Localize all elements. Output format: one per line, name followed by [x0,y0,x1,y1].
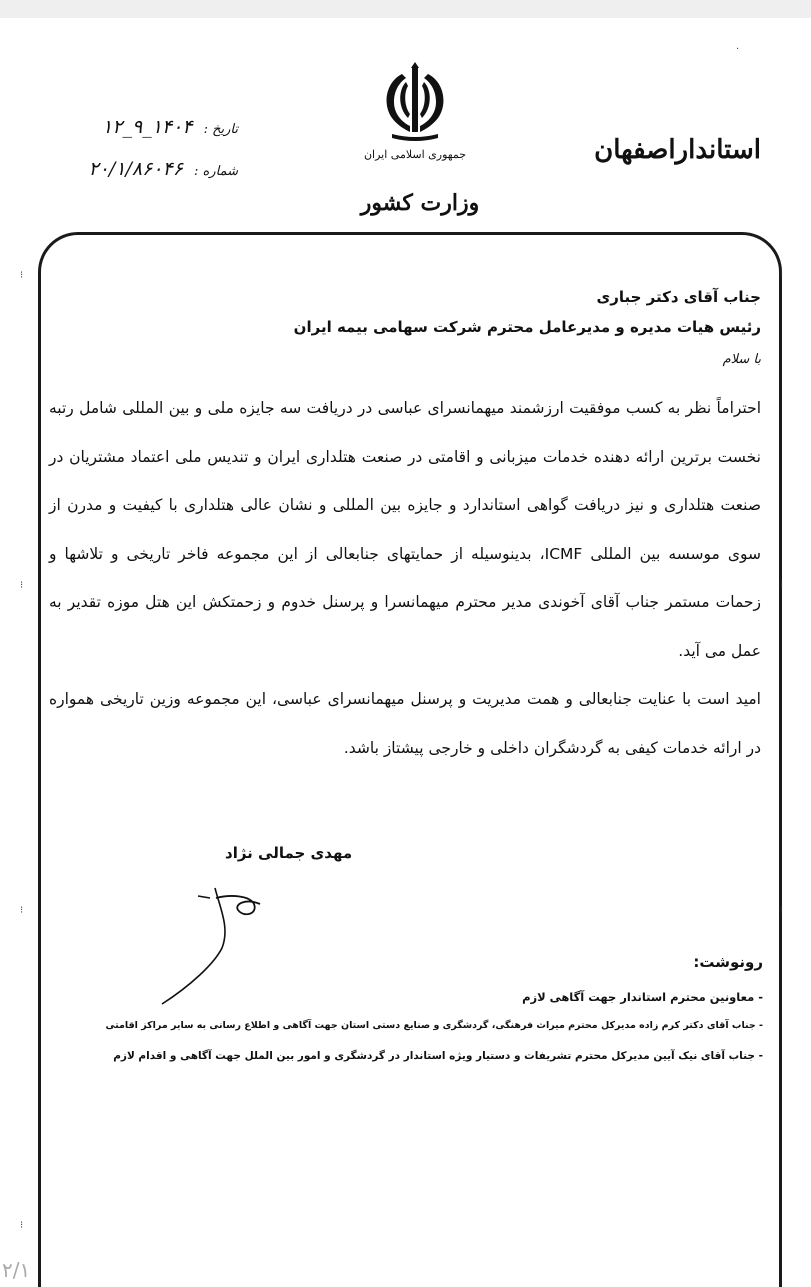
hole-punch-mark: ⁝ [20,580,24,591]
paragraph-2: امید است با عنایت جنابعالی و همت مدیریت و پرسنل میهمانسرای عباسی، این مجموعه وزین تاریخی همواره در ارائه خدمات کیفی به گردشگران داخلی و خارجی پیشتاز باشد. [49,690,761,757]
hole-punch-mark: ⁝ [20,1220,24,1231]
number-label: شماره : [194,164,238,179]
signature-mark [150,868,290,1008]
hole-punch-mark: ⁝ [780,270,784,281]
cc-item: - معاونین محترم استاندار جهت آگاهی لازم [522,990,763,1004]
date-value: ۱۴۰۴_۹_۱۲ [102,116,193,138]
signer-name: مهدی جمالی نژاد [225,844,353,862]
ministry-label: وزارت کشور [360,190,480,216]
salutation: با سلام [722,352,761,367]
letter-body [49,384,761,772]
hole-punch-mark: ⁝ [780,580,784,591]
cc-item: - جناب آقای دکتر کرم زاده مدیرکل محترم میراث فرهنگی، گردشگری و صنایع دستی استان جهت آگاهی و اطلاع رسانی به سایر مراکز اقامتی [105,1020,763,1031]
hole-punch-mark: · [736,44,740,55]
cc-item: - جناب آقای نیک آیین مدیرکل محترم تشریفات و دستیار ویژه استاندار در گردشگری و امور بین الملل جهت آگاهی و اقدام لازم [113,1050,763,1062]
emblem-logo [372,60,458,146]
recipient-position: رئیس هیات مدیره و مدیرعامل محترم شرکت سهامی بیمه ایران [293,318,761,336]
hole-punch-mark: ⁝ [20,905,24,916]
top-bar [0,0,811,18]
date-label: تاریخ : [203,122,238,137]
cc-title: رونوشت: [693,953,763,971]
number-value: ۲۰/۱/۸۶۰۴۶ [88,158,183,180]
hole-punch-mark: ⁝ [20,270,24,281]
paragraph-1: احتراماً نظر به کسب موفقیت ارزشمند میهمانسرای عباسی در دریافت سه جایزه ملی و بین المللی شامل رتبه نخست برترین ارائه دهنده خدمات میزبانی و اقامتی در صنعت هتلداری ایران و تندیس ملی اعتماد مشتریان در صنعت هتلداری و نیز دریافت گواهی استاندارد و جایزه بین المللی و نشان عالی هتلداری با کیفیت و مدرن از سوی موسسه بین المللی ICMF، بدینوسیله از حمایتهای جنابعالی از این مجموعه فاخر تاریخی و تلاشها و زحمات مستمر جناب آقای آخوندی مدیر محترم میهمانسرا و پرسنل خدوم و زحمتکش این هتل موزه تقدیر به عمل می آید. [49,399,761,660]
page-marker: ۲/۱ [2,1258,31,1282]
governorate-title: استانداراصفهان [594,135,761,165]
republic-label: جمهوری اسلامی ایران [363,148,467,161]
hole-punch-mark: ⁝ [780,905,784,916]
number-field [88,158,238,180]
date-field [88,116,238,138]
recipient-name: جناب آقای دکتر جباری [596,288,761,306]
